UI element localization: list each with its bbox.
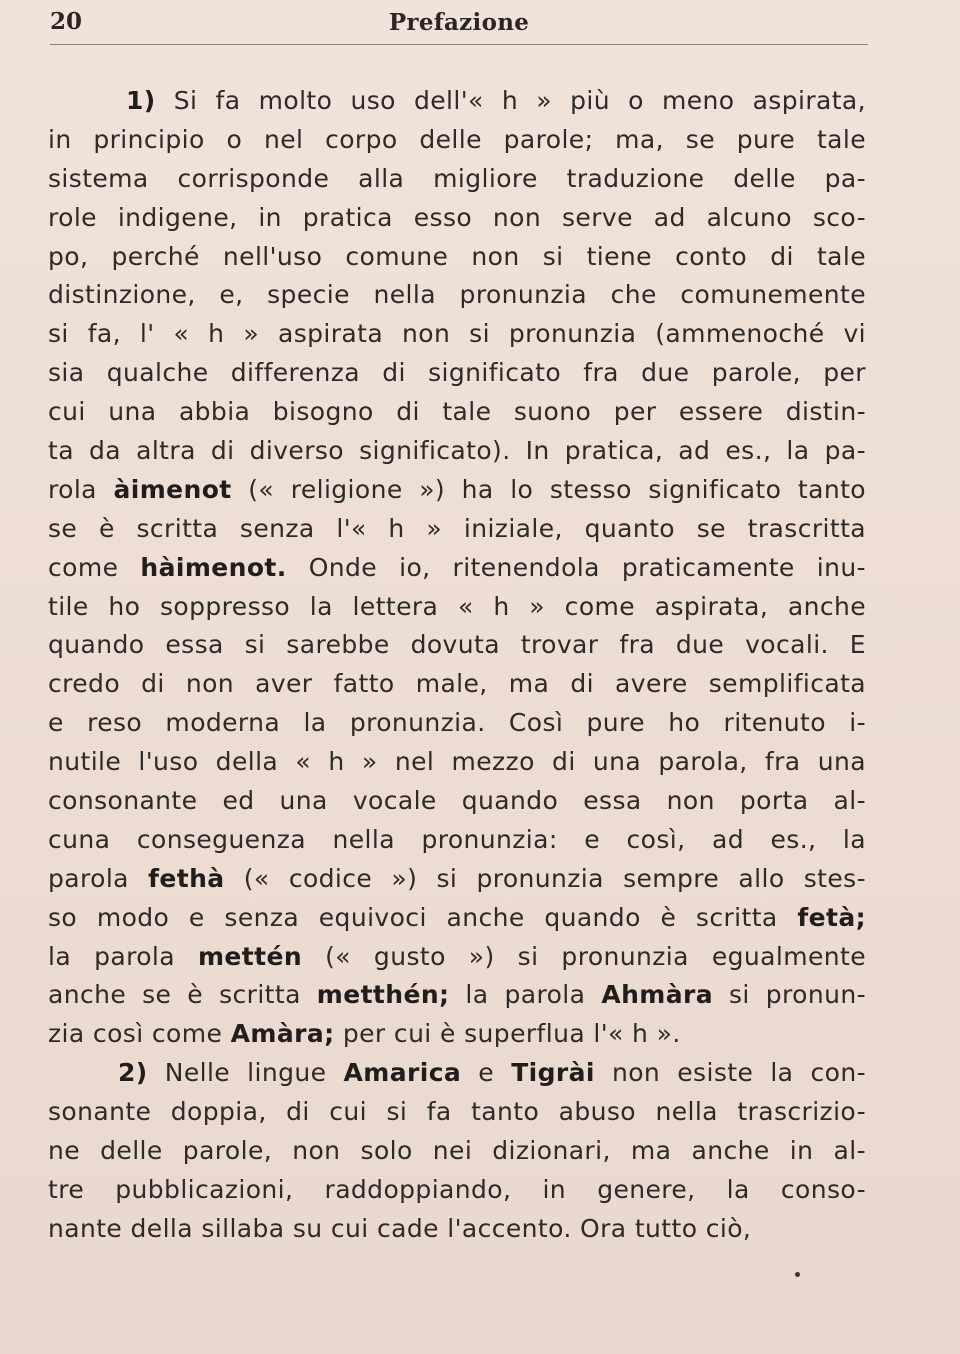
bold-term: mettén (197, 941, 303, 971)
text-line (48, 821, 866, 860)
text-segment: (« gusto ») si pronunzia egualmente (302, 941, 866, 971)
text-line (48, 276, 866, 315)
text-segment: Onde io, ritenendola praticamente inu- (286, 552, 866, 582)
text-line (48, 860, 866, 899)
text-line (48, 1171, 866, 1210)
bold-term: Tigrài (511, 1058, 595, 1088)
header-rule (50, 44, 868, 45)
text-segment: non esiste la con- (594, 1058, 866, 1088)
bold-term: Amàra; (230, 1019, 335, 1049)
bold-term: hàimenot. (140, 552, 287, 582)
text-line (48, 471, 866, 510)
text-line (48, 510, 866, 549)
body-text (48, 82, 866, 1249)
text-segment: tre pubblicazioni, raddoppiando, in genere, la conso- (48, 1174, 866, 1204)
text-line (48, 976, 866, 1015)
text-line (48, 238, 866, 277)
bold-term: àimenot (113, 474, 232, 504)
text-segment: distinzione, e, specie nella pronunzia che comunemente (48, 280, 866, 310)
text-segment: sonante doppia, di cui si fa tanto abuso nella trascrizio- (48, 1097, 866, 1127)
text-segment: e (461, 1058, 512, 1088)
text-line (48, 393, 866, 432)
text-segment: la parola (48, 941, 198, 971)
text-segment: role indigene, in pratica esso non serve ad alcuno sco- (48, 202, 866, 232)
text-segment: anche se è scritta (48, 980, 317, 1010)
text-segment: Nelle lingue (147, 1058, 344, 1088)
ink-dot (795, 1272, 800, 1277)
text-segment: quando essa si sarebbe dovuta trovar fra due vocali. E (48, 630, 866, 660)
text-segment: rola (48, 474, 114, 504)
text-line (48, 1015, 866, 1054)
text-segment: sia qualche differenza di significato fra due parole, per (48, 358, 866, 388)
text-segment: ta da altra di diverso significato). In pratica, ad es., la pa- (48, 436, 866, 466)
text-segment: credo di non aver fatto male, ma di avere semplificata (48, 669, 866, 699)
text-segment: so modo e senza equivoci anche quando è scritta (48, 902, 798, 932)
text-segment: come (48, 552, 141, 582)
running-title: Prefazione (388, 9, 530, 36)
bold-term: fethà (148, 863, 225, 893)
text-line (48, 1093, 866, 1132)
text-segment: si fa, l' « h » aspirata non si pronunzia (ammenoché vi (48, 319, 866, 349)
text-line (48, 899, 866, 938)
text-line (48, 782, 866, 821)
text-segment: si pronun- (713, 980, 866, 1010)
text-segment: (« religione ») ha lo stesso significato tanto (231, 474, 866, 504)
text-line (48, 354, 866, 393)
text-segment: cui una abbia bisogno di tale suono per essere distin- (48, 397, 866, 427)
text-segment: ne delle parole, non solo nei dizionari, ma anche in al- (48, 1136, 866, 1166)
text-line (48, 121, 866, 160)
bold-term: Ahmàra (601, 980, 714, 1010)
text-line (48, 704, 866, 743)
text-segment: in principio o nel corpo delle parole; ma, se pure tale (48, 124, 866, 154)
bold-term: Amarica (343, 1058, 462, 1088)
text-line (48, 315, 866, 354)
text-segment: Si fa molto uso dell'« h » più o meno aspirata, (155, 86, 866, 115)
text-segment: se è scritta senza l'« h » iniziale, quanto se trascritta (48, 513, 866, 543)
text-line (48, 82, 866, 121)
text-segment: (« codice ») si pronunzia sempre allo stes- (224, 863, 866, 893)
text-segment: nutile l'uso della « h » nel mezzo di una parola, fra una (48, 747, 866, 777)
text-segment: cuna conseguenza nella pronunzia: e così, ad es., la (48, 824, 866, 854)
text-segment: po, perché nell'uso comune non si tiene conto di tale (48, 241, 866, 271)
bold-term: metthén; (316, 980, 450, 1010)
text-line (48, 160, 866, 199)
page-number: 20 (50, 8, 83, 35)
text-segment: nante della sillaba su cui cade l'accento. Ora tutto ciò, (48, 1213, 752, 1243)
text-line (48, 665, 866, 704)
text-line (48, 588, 866, 627)
text-segment: parola (48, 863, 149, 893)
text-segment: la parola (449, 980, 602, 1010)
paragraph-number: 1) (126, 86, 156, 115)
text-line (48, 432, 866, 471)
paragraph-number: 2) (118, 1058, 148, 1088)
text-line (48, 1210, 866, 1249)
page-header (50, 6, 868, 40)
text-line (48, 938, 866, 977)
text-segment: per cui è superflua l'« h ». (334, 1019, 681, 1049)
text-line (48, 1132, 866, 1171)
text-segment: e reso moderna la pronunzia. Così pure ho ritenuto i- (48, 708, 866, 738)
text-line (48, 199, 866, 238)
text-line (48, 1054, 866, 1093)
bold-term: fetà; (797, 902, 866, 932)
text-segment: tile ho soppresso la lettera « h » come aspirata, anche (48, 591, 866, 621)
text-segment: zia così come (48, 1019, 231, 1049)
text-line (48, 549, 866, 588)
text-segment: consonante ed una vocale quando essa non porta al- (48, 786, 866, 816)
text-line (48, 743, 866, 782)
text-segment: sistema corrisponde alla migliore traduzione delle pa- (48, 163, 866, 193)
text-line (48, 626, 866, 665)
